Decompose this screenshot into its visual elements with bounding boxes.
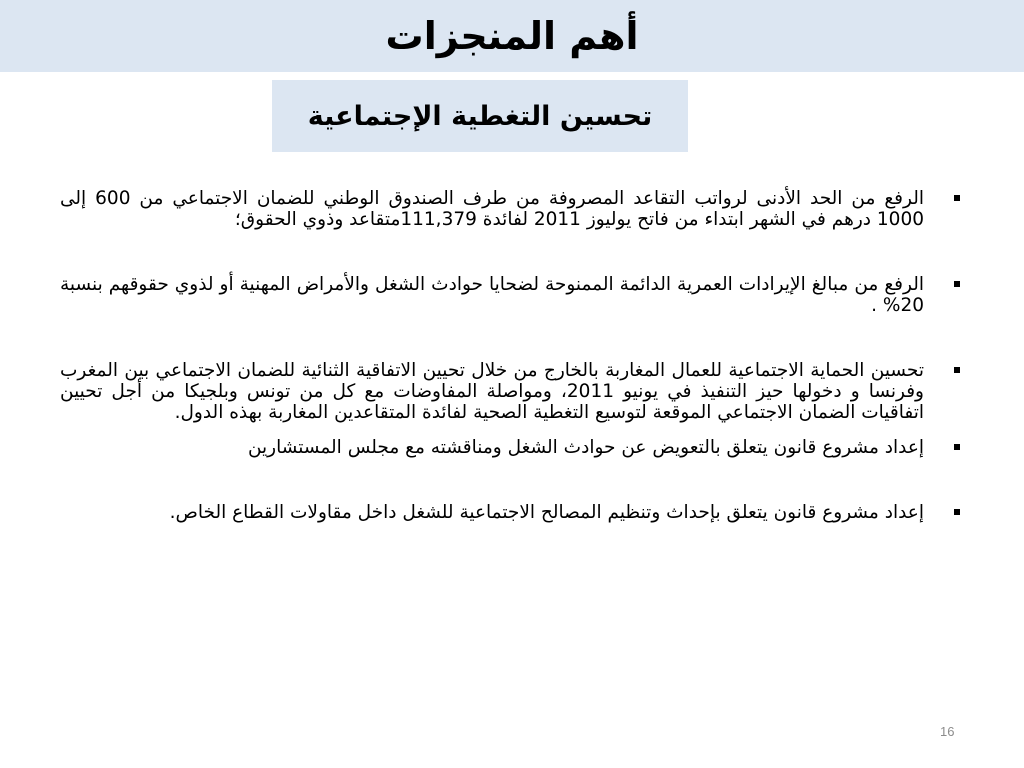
bullet-text: الرفع من مبالغ الإيرادات العمرية الدائمة الممنوحة لضحايا حوادث الشغل والأمراض المهنية أو لذوي حقوقهم بنسبة 20% .: [60, 274, 924, 316]
bullet-text: تحسين الحماية الاجتماعية للعمال المغاربة بالخارج من خلال تحيين الاتفاقية الثنائية للضمان الاجتماعي بين المغرب وفرنسا و دخولها حيز التنفيذ في يونيو 2011، ومواصلة المفاوضات مع كل من تونس وبلجيكا من أجل تحيين اتفاقيات الضمان الاجتماعي الموقعة لتوسيع التغطية الصحية لفائدة المتقاعدين المغاربة بهذه الدول.: [60, 360, 924, 423]
square-bullet-icon: [954, 195, 960, 201]
square-bullet-icon: [954, 444, 960, 450]
bullet-list: [60, 188, 964, 523]
bullet-text: الرفع من الحد الأدنى لرواتب التقاعد المصروفة من طرف الصندوق الوطني للضمان الاجتماعي من 600 إلى 1000 درهم في الشهر ابتداء من فاتح يوليوز 2011 لفائدة 111,379متقاعد وذوي الحقوق؛: [60, 188, 924, 230]
slide-subtitle: تحسين التغطية الإجتماعية: [307, 100, 653, 132]
page-number: 16: [940, 724, 955, 739]
square-bullet-icon: [954, 367, 960, 373]
bullet-item: [60, 360, 964, 423]
slide-title: أهم المنجزات: [385, 14, 639, 58]
bullet-item: [60, 437, 964, 458]
bullet-item: [60, 502, 964, 523]
bullet-text: إعداد مشروع قانون يتعلق بالتعويض عن حوادث الشغل ومناقشته مع مجلس المستشارين: [247, 437, 924, 458]
bullet-item: [60, 188, 964, 230]
bullet-item: [60, 274, 964, 316]
title-band: [0, 0, 1024, 72]
subtitle-box: [272, 80, 688, 152]
bullet-text: إعداد مشروع قانون يتعلق بإحداث وتنظيم المصالح الاجتماعية للشغل داخل مقاولات القطاع الخاص.: [169, 502, 924, 523]
square-bullet-icon: [954, 509, 960, 515]
square-bullet-icon: [954, 281, 960, 287]
